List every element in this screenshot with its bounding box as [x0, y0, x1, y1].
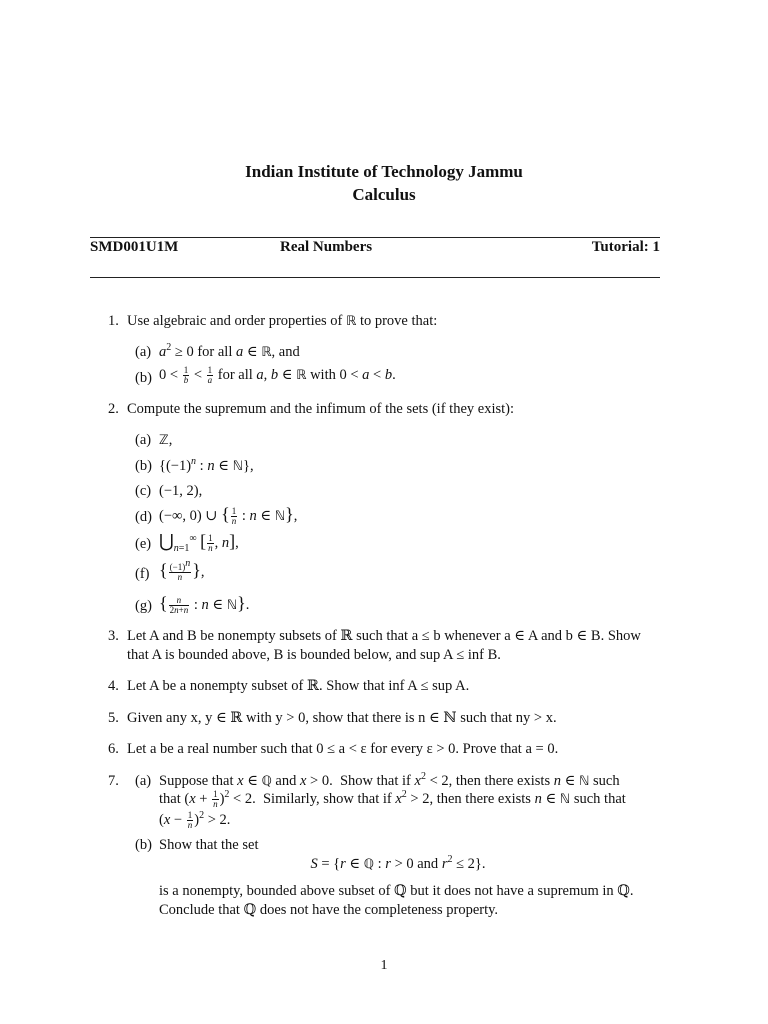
problem-1a-label: (a) — [135, 344, 152, 360]
problem-2b-text: {$(-1)^n$ : n ∈ ℕ}, — [159, 456, 254, 474]
problem-2-text: Compute the supremum and the infimum of the sets (if they exist): — [127, 401, 514, 417]
problem-2c-text: (−1, 2), — [159, 483, 203, 499]
problem-6-number: 6. — [108, 741, 119, 757]
problem-7-number: 7. — [108, 773, 119, 789]
problem-7a-line-1: Suppose that x ∈ ℚ and x > 0. Show that if $x^2 < 2$, then there exists n ∈ ℕ such — [159, 771, 620, 789]
problem-2f-text: { $\frac{(-1)^n}{n}$ }, — [159, 558, 205, 583]
problem-6-text: Let a be a real number such that 0 ≤ a < ε for every ε > 0. Prove that a = 0. — [127, 741, 559, 757]
problem-2g-label: (g) — [135, 598, 152, 614]
problem-2d-label: (d) — [135, 509, 152, 525]
problem-3-line-1: Let A and B be nonempty subsets of ℝ such that a ≤ b whenever a ∈ A and b ∈ B. Show — [127, 628, 641, 644]
header-row — [90, 239, 660, 259]
problem-7a-line-2: that (x + $\frac{1}{n}$ )$^2$ < 2. Similarly, show that if $x^2 > 2$, then there exists n ∈ ℕ such that — [159, 789, 626, 810]
problem-2e-text: $⋃_{n=1}^\infty$ [ $\frac{1}{n}$ , n], — [159, 531, 239, 554]
problem-2d-text: (−∞, 0) ∪ { $\frac{1}{n}$ : n ∈ ℕ}, — [159, 504, 298, 527]
problem-1-number: 1. — [108, 313, 119, 329]
topic-title: Real Numbers — [280, 239, 373, 255]
problem-1a-text: $a^2 \ge 0$ for all a ∈ ℝ, and — [159, 342, 300, 360]
problem-7b-line-1: is a nonempty, bounded above subset of ℚ but it does not have a supremum in ℚ. — [159, 883, 634, 899]
problem-1b-label: (b) — [135, 370, 152, 386]
problem-4-number: 4. — [108, 678, 119, 694]
header-rule-top — [90, 237, 660, 238]
problem-1-text: Use algebraic and order properties of ℝ to prove that: — [127, 313, 438, 329]
page-number: 1 — [380, 958, 388, 973]
course-title: Calculus — [352, 185, 416, 204]
problem-3-number: 3. — [108, 628, 119, 644]
problem-2g-text: { $\frac{n}{2n+n}$ : n ∈ ℕ}. — [159, 593, 250, 616]
problem-2-number: 2. — [108, 401, 119, 417]
problem-7a-line-3: (x − $\frac{1}{n}$ )$^2$ > 2. — [159, 810, 231, 831]
course-code: SMD001U1M — [90, 239, 179, 255]
problem-4-text: Let A be a nonempty subset of ℝ. Show that inf A ≤ sup A. — [127, 678, 470, 694]
problem-5-text: Given any x, y ∈ ℝ with y > 0, show that there is n ∈ ℕ such that ny > x. — [127, 710, 557, 726]
problem-7b-label: (b) — [135, 837, 152, 853]
problem-3-line-2: that A is bounded above, B is bounded below, and sup A ≤ inf B. — [127, 647, 501, 663]
problem-7b-set-definition: S = {r ∈ ℚ : r > 0 and $r^2 \le 2$}. — [310, 854, 486, 872]
problem-2f-label: (f) — [135, 566, 150, 582]
problem-1b-text: 0 < $\frac{1}{b}$ < $\frac{1}{a}$ for all a, b ∈ ℝ with 0 < a < b. — [159, 365, 396, 386]
problem-7a-label: (a) — [135, 773, 152, 789]
tutorial-number: Tutorial: 1 — [591, 239, 660, 255]
header-rule-bottom — [90, 277, 660, 278]
institute-title: Indian Institute of Technology Jammu — [245, 162, 523, 181]
problem-2a-label: (a) — [135, 432, 152, 448]
problem-2a-text: ℤ, — [159, 432, 173, 448]
problem-5-number: 5. — [108, 710, 119, 726]
problem-2c-label: (c) — [135, 483, 152, 499]
problem-2e-label: (e) — [135, 536, 152, 552]
problem-2b-label: (b) — [135, 458, 152, 474]
problem-7b-line-2: Conclude that ℚ does not have the completeness property. — [159, 902, 499, 918]
problem-7b-intro: Show that the set — [159, 837, 259, 853]
